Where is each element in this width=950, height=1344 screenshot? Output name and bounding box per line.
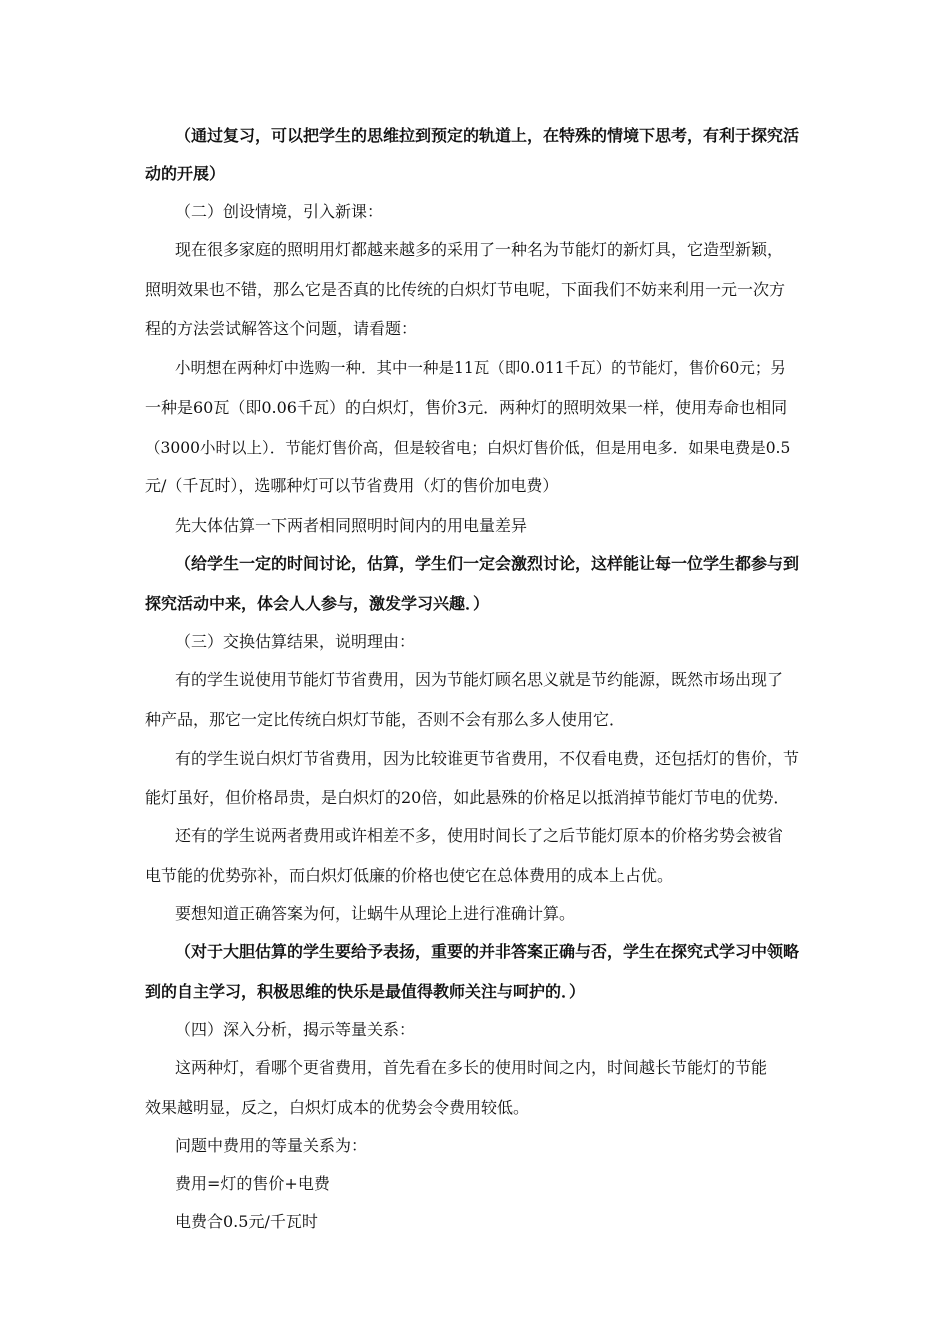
text-line: 有的学生说使用节能灯节省费用，因为节能灯顾名思义就是节约能源，既然市场出现了 [175, 670, 784, 689]
text-line: （给学生一定的时间讨论，估算，学生们一定会激烈讨论，这样能让每一位学生都参与到 [175, 554, 800, 573]
text-line: 探究活动中来，体会人人参与，激发学习兴趣．） [145, 594, 490, 613]
text-line: 动的开展） [145, 164, 226, 183]
section-heading: （四）深入分析，揭示等量关系： [175, 1020, 416, 1039]
text-line: 种产品，那它一定比传统白炽灯节能，否则不会有那么多人使用它． [145, 710, 626, 729]
text-line: 一种是60瓦（即0.06千瓦）的白炽灯，售价3元．两种灯的照明效果一样，使用寿命也相同 [145, 398, 788, 417]
text-line: 电节能的优势弥补，而白炽灯低廉的价格也使它在总体费用的成本上占优。 [145, 866, 674, 885]
text-line: （通过复习，可以把学生的思维拉到预定的轨道上，在特殊的情境下思考，有利于探究活 [175, 126, 800, 145]
formula-line: 费用=灯的售价+电费 [175, 1174, 330, 1193]
section-heading: （三）交换估算结果，说明理由： [175, 632, 416, 651]
text-line: 要想知道正确答案为何，让蜗牛从理论上进行准确计算。 [175, 904, 576, 923]
formula-line: 电费合0.5元/千瓦时 [175, 1212, 318, 1231]
text-line: 现在很多家庭的照明用灯都越来越多的采用了一种名为节能灯的新灯具，它造型新颖， [175, 240, 784, 259]
text-line: 能灯虽好，但价格昂贵，是白炽灯的20倍，如此悬殊的价格足以抵消掉节能灯节电的优势． [145, 788, 790, 807]
text-line: 照明效果也不错，那么它是否真的比传统的白炽灯节电呢，下面我们不妨来利用一元一次方 [145, 280, 786, 299]
text-line: 小明想在两种灯中选购一种．其中一种是11瓦（即0.011千瓦）的节能灯，售价60元；另 [175, 359, 786, 377]
text-line: 先大体估算一下两者相同照明时间内的用电量差异 [175, 516, 528, 535]
text-line: 到的自主学习，积极思维的快乐是最值得教师关注与呵护的．） [145, 982, 586, 1001]
text-line: （对于大胆估算的学生要给予表扬，重要的并非答案正确与否，学生在探究式学习中领略 [175, 942, 800, 961]
text-line: 程的方法尝试解答这个问题，请看题： [145, 319, 418, 338]
text-line: 还有的学生说两者费用或许相差不多，使用时间长了之后节能灯原本的价格劣势会被省 [175, 826, 784, 845]
text-line: 有的学生说白炽灯节省费用，因为比较谁更节省费用，不仅看电费，还包括灯的售价，节 [175, 749, 800, 768]
text-line: 效果越明显，反之，白炽灯成本的优势会令费用较低。 [145, 1098, 530, 1117]
text-line: 问题中费用的等量关系为： [175, 1136, 368, 1155]
text-line: 元/（千瓦时），选哪种灯可以节省费用（灯的售价加电费） [145, 476, 559, 495]
text-line: （3000小时以上）．节能灯售价高，但是较省电；白炽灯售价低，但是用电多．如果电费是0.5 [145, 439, 791, 457]
section-heading: （二）创设情境，引入新课： [175, 202, 384, 221]
text-line: 这两种灯，看哪个更省费用，首先看在多长的使用时间之内，时间越长节能灯的节能 [175, 1058, 768, 1077]
